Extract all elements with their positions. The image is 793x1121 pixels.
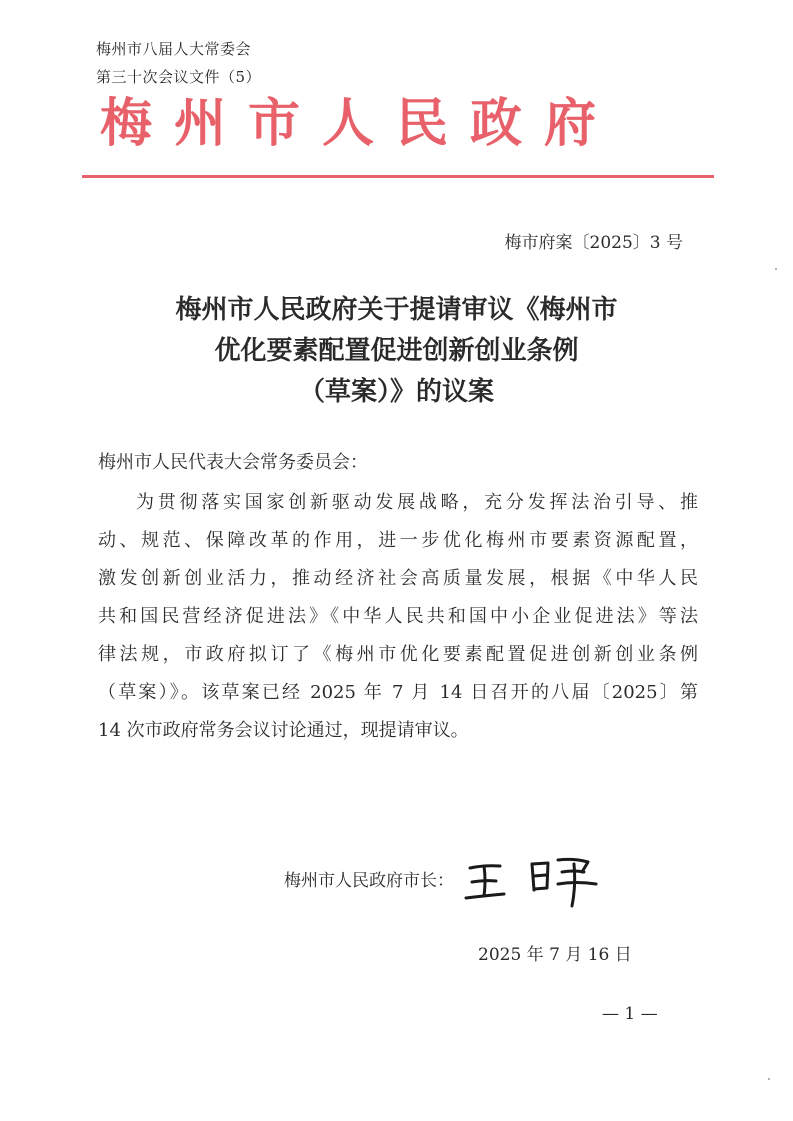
document-number: 梅市府案〔2025〕3 号 bbox=[504, 233, 683, 253]
title-line-2: 优化要素配置促进创新创业条例 bbox=[214, 336, 579, 366]
handwritten-signature bbox=[462, 850, 612, 910]
body-line: （草案）》。该草案已经 2025 年 7 月 14 日召开的八届〔2025〕第 bbox=[98, 682, 698, 703]
masthead-divider bbox=[82, 175, 714, 178]
scan-speck bbox=[768, 1078, 770, 1080]
salutation: 梅州市人民代表大会常务委员会： bbox=[98, 452, 368, 473]
signature-stroke bbox=[558, 883, 596, 885]
title-line-3: （草案）》的议案 bbox=[298, 377, 494, 407]
body-line: 为贯彻落实国家创新驱动发展战略，充分发挥法治引导、推 bbox=[136, 492, 698, 513]
body-line: 共和国民营经济促进法》《中华人民共和国中小企业促进法》等法 bbox=[98, 606, 698, 627]
scan-speck bbox=[775, 268, 777, 270]
body-line: 动、规范、保障改革的作用，进一步优化梅州市要素资源配置， bbox=[98, 530, 698, 551]
body-line: 激发创新创业活力，推动经济社会高质量发展，根据《中华人民 bbox=[98, 568, 698, 589]
meeting-label-line2: 第三十次会议文件（5） bbox=[96, 68, 262, 86]
title-line-1: 梅州市人民政府关于提请审议《梅州市 bbox=[175, 295, 618, 325]
signature-label: 梅州市人民政府市长： bbox=[284, 871, 454, 891]
issue-date: 2025 年 7 月 16 日 bbox=[478, 945, 632, 965]
meeting-label-line1: 梅州市八届人大常委会 bbox=[96, 40, 252, 58]
masthead-title: 梅州市人民政府 bbox=[100, 94, 619, 154]
body-line: 14 次市政府常务会议讨论通过，现提请审议。 bbox=[98, 720, 469, 741]
signature-stroke bbox=[466, 894, 504, 898]
body-line: 律法规，市政府拟订了《梅州市优化要素配置促进创新创业条例 bbox=[98, 644, 698, 665]
page-number: — 1 — bbox=[602, 1004, 658, 1024]
signature-stroke bbox=[534, 875, 546, 876]
signature-stroke bbox=[484, 866, 485, 896]
